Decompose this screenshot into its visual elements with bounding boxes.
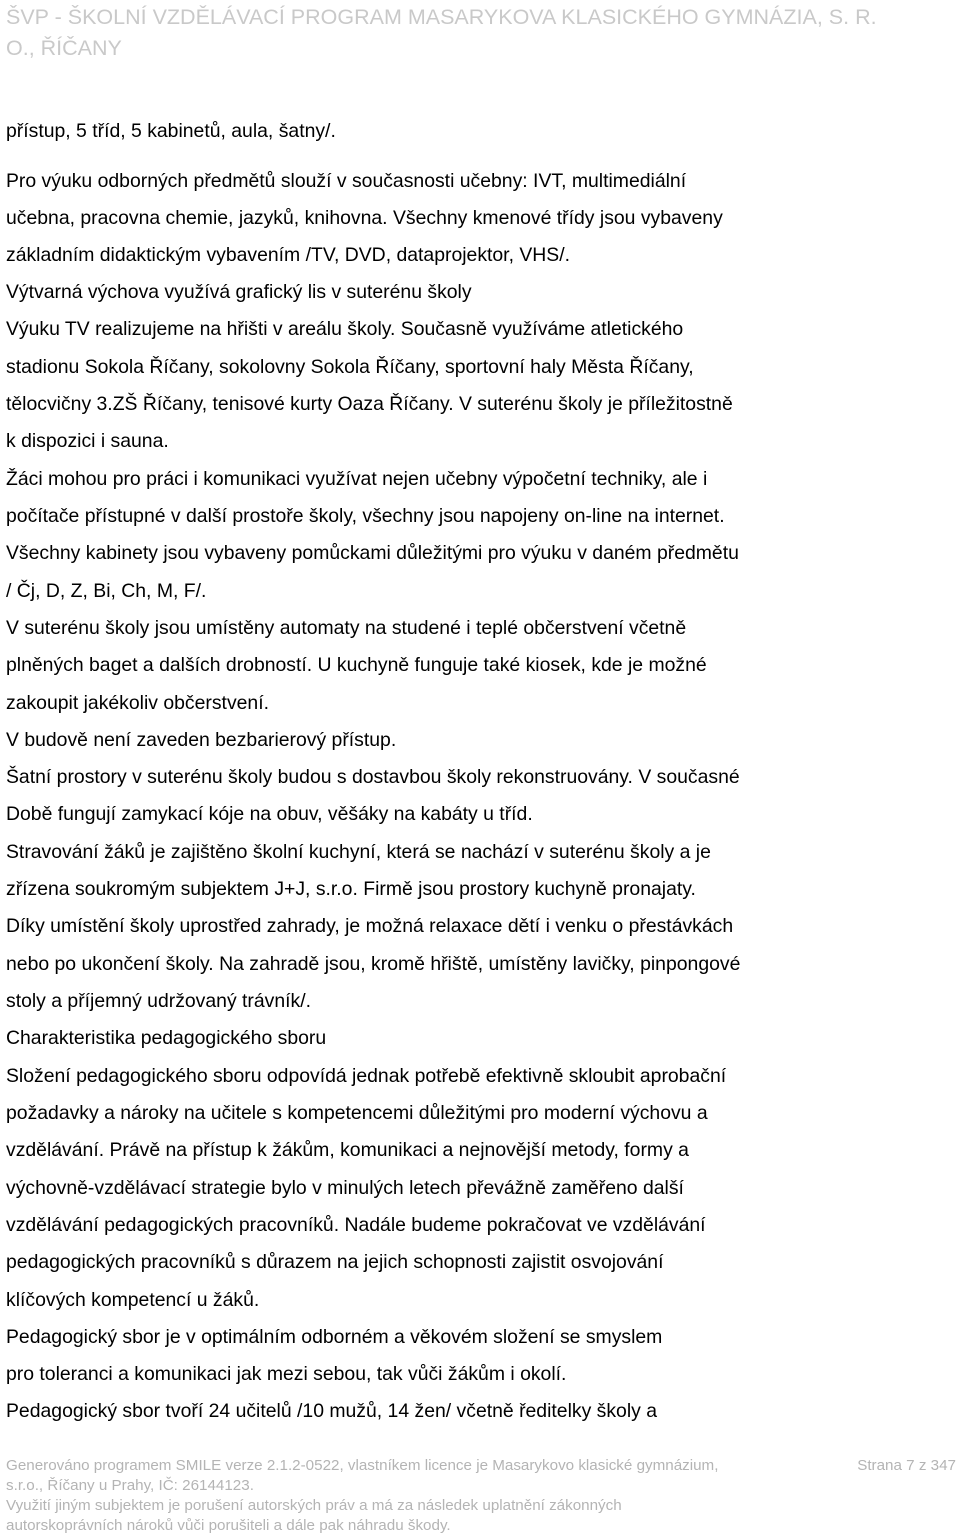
body-line: pedagogických pracovníků s důrazem na jejich schopnosti zajistit osvojování: [6, 1251, 664, 1273]
body-line: Době fungují zamykací kóje na obuv, věšáky na kabáty u tříd.: [6, 803, 533, 825]
footer-generated-line: Generováno programem SMILE verze 2.1.2-0522, vlastníkem licence je Masarykovo klasické gymnázium,: [6, 1457, 719, 1474]
body-line: požadavky a nároky na učitele s kompetencemi důležitými pro moderní výchovu a: [6, 1102, 708, 1124]
body-line: k dispozici i sauna.: [6, 430, 169, 452]
body-line: / Čj, D, Z, Bi, Ch, M, F/.: [6, 580, 207, 602]
body-line: základním didaktickým vybavením /TV, DVD, dataprojektor, VHS/.: [6, 244, 570, 266]
footer-copyright-line: Využití jiným subjektem je porušení autorských práv a má za následek uplatnění zákonných: [6, 1497, 622, 1514]
body-line: Pedagogický sbor tvoří 24 učitelů /10 mužů, 14 žen/ včetně ředitelky školy a: [6, 1400, 658, 1422]
body-line: Pro výuku odborných předmětů slouží v současnosti učebny: IVT, multimediální: [6, 170, 687, 192]
body-line: Výtvarná výchova využívá grafický lis v suterénu školy: [6, 281, 472, 303]
section-heading: Charakteristika pedagogického sboru: [6, 1027, 327, 1049]
body-line: Všechny kabinety jsou vybaveny pomůckami důležitými pro výuku v daném předmětu: [6, 542, 739, 564]
page-header: [6, 2, 956, 64]
body-line: Díky umístění školy uprostřed zahrady, je možná relaxace dětí i venku o přestávkách: [6, 915, 734, 937]
body-line: stoly a příjemný udržovaný trávník/.: [6, 990, 311, 1012]
body-line: V budově není zaveden bezbarierový přístup.: [6, 729, 397, 751]
body-line: pro toleranci a komunikaci jak mezi sebou, tak vůči žákům i okolí.: [6, 1363, 567, 1385]
body-line: počítače přístupné v další prostoře školy, všechny jsou napojeny on-line na internet.: [6, 505, 725, 527]
body-line: vzdělávání pedagogických pracovníků. Nadále budeme pokračovat ve vzdělávání: [6, 1214, 706, 1236]
body-line: plněných baget a dalších drobností. U kuchyně funguje také kiosek, kde je možné: [6, 654, 707, 676]
body-line: zřízena soukromým subjektem J+J, s.r.o. Firmě jsou prostory kuchyně pronajaty.: [6, 878, 696, 900]
body-line: Stravování žáků je zajištěno školní kuchyní, která se nachází v suterénu školy a je: [6, 841, 711, 863]
body-line: V suterénu školy jsou umístěny automaty na studené i teplé občerstvení včetně: [6, 617, 687, 639]
body-line: zakoupit jakékoliv občerstvení.: [6, 692, 269, 714]
header-title-line-2: O., ŘÍČANY: [6, 36, 122, 60]
footer-licensee-line: s.r.o., Říčany u Prahy, IČ: 26144123.: [6, 1477, 254, 1494]
body-line: Žáci mohou pro práci i komunikaci využívat nejen učebny výpočetní techniky, ale i: [6, 468, 708, 490]
body-line: nebo po ukončení školy. Na zahradě jsou, kromě hřiště, umístěny lavičky, pinpongové: [6, 953, 741, 975]
page-number: Strana 7 z 347: [857, 1457, 956, 1474]
body-line: přístup, 5 tříd, 5 kabinetů, aula, šatny/.: [6, 120, 336, 142]
header-title-line-1: ŠVP - ŠKOLNÍ VZDĚLÁVACÍ PROGRAM MASARYKOVA KLASICKÉHO GYMNÁZIA, S. R.: [6, 5, 877, 29]
body-line: Pedagogický sbor je v optimálním odborném a věkovém složení se smyslem: [6, 1326, 663, 1348]
body-line: učebna, pracovna chemie, jazyků, knihovna. Všechny kmenové třídy jsou vybaveny: [6, 207, 723, 229]
body-line: výchovně-vzdělávací strategie bylo v minulých letech převážně zaměřeno další: [6, 1177, 684, 1199]
body-line: tělocvičny 3.ZŠ Říčany, tenisové kurty Oaza Říčany. V suterénu školy je příležitostně: [6, 393, 733, 415]
body-line: klíčových kompetencí u žáků.: [6, 1289, 260, 1311]
body-line: stadionu Sokola Říčany, sokolovny Sokola Říčany, sportovní haly Města Říčany,: [6, 356, 694, 378]
body-line: Šatní prostory v suterénu školy budou s dostavbou školy rekonstruovány. V současné: [6, 766, 740, 788]
body-line: Složení pedagogického sboru odpovídá jednak potřebě efektivně skloubit aprobační: [6, 1065, 727, 1087]
body-line: Výuku TV realizujeme na hřišti v areálu školy. Současně využíváme atletického: [6, 318, 684, 340]
footer-copyright-line-2: autorskoprávních nároků vůči porušiteli a dále pak náhradu škody.: [6, 1517, 451, 1534]
body-line: vzdělávání. Právě na přístup k žákům, komunikaci a nejnovější metody, formy a: [6, 1139, 689, 1161]
